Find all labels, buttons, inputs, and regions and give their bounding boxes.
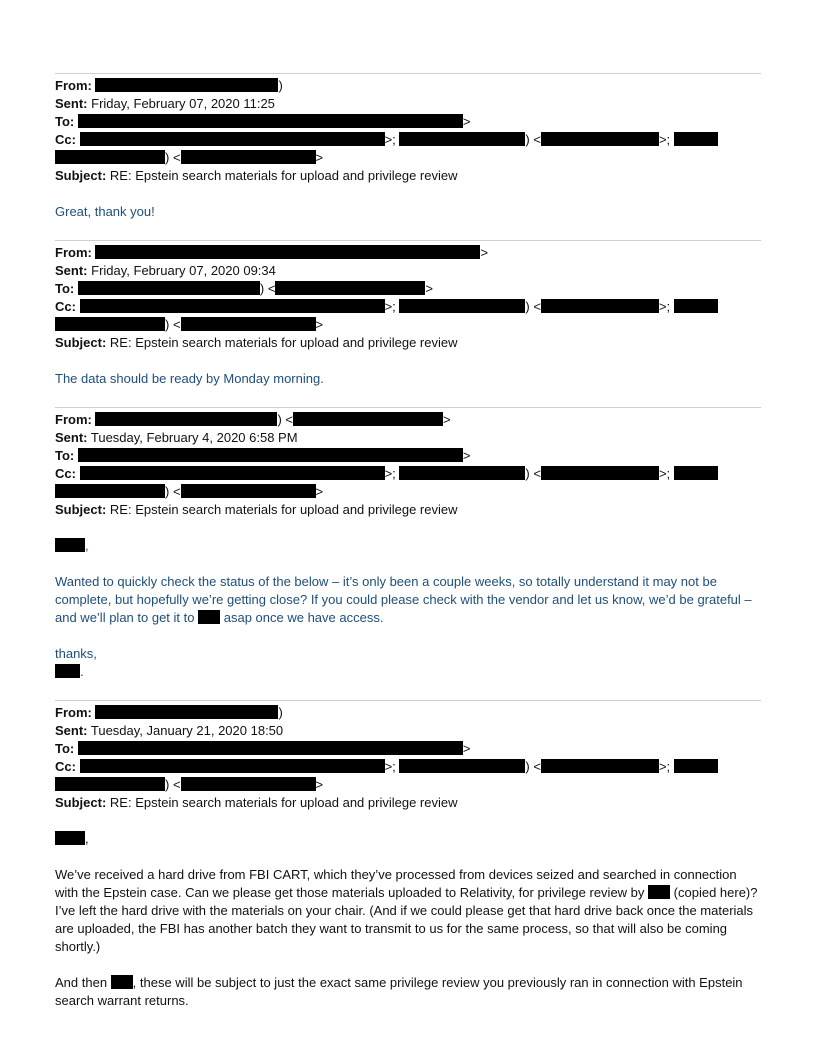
- subject-line: [55, 794, 457, 812]
- punct: >;: [384, 132, 396, 147]
- subject-label: Subject:: [55, 502, 107, 517]
- punct: ) <: [525, 759, 541, 774]
- separator-line: [55, 73, 761, 74]
- redaction-box: [55, 317, 165, 331]
- cc-line: [55, 758, 718, 776]
- punct: ,: [85, 831, 89, 846]
- redaction-box: [399, 466, 525, 480]
- cc-line: [55, 131, 718, 149]
- punct: >;: [658, 299, 671, 314]
- punct: ): [278, 78, 283, 93]
- to-line: [55, 280, 433, 298]
- body-text: , these will be subject to just the exact same privilege review you previously ran in connection with Epstein search warrant returns.: [55, 975, 743, 1008]
- punct: ) <: [525, 466, 541, 481]
- cc-line: [55, 298, 718, 316]
- punct: >;: [384, 299, 396, 314]
- punct: >: [425, 281, 434, 296]
- punct: ) <: [259, 281, 276, 296]
- cc-label: Cc:: [55, 466, 76, 481]
- subject-label: Subject:: [55, 335, 107, 350]
- from-line: [55, 77, 283, 95]
- subject-text: RE: Epstein search materials for upload and privilege review: [109, 335, 458, 350]
- sent-line: [55, 722, 283, 740]
- punct: >;: [384, 466, 396, 481]
- subject-text: RE: Epstein search materials for upload and privilege review: [109, 502, 458, 517]
- subject-line: [55, 167, 457, 185]
- separator-line: [55, 240, 761, 241]
- sent-date: Tuesday, February 4, 2020 6:58 PM: [90, 430, 298, 445]
- sent-date: Friday, February 07, 2020 11:25: [91, 96, 275, 111]
- from-line: [55, 244, 488, 262]
- email-thread: [55, 0, 761, 1056]
- redaction-box: [399, 132, 525, 146]
- punct: ) <: [165, 317, 181, 332]
- redaction-box: [55, 484, 165, 498]
- punct: >;: [384, 759, 396, 774]
- email-body: [55, 974, 761, 1010]
- redaction-box: [95, 245, 480, 259]
- from-label: From:: [55, 78, 92, 93]
- punct: ) <: [165, 484, 181, 499]
- to-label: To:: [55, 741, 75, 756]
- to-line: [55, 113, 470, 131]
- cc-label: Cc:: [55, 759, 76, 774]
- subject-text: RE: Epstein search materials for upload and privilege review: [109, 168, 458, 183]
- punct: >: [315, 484, 324, 499]
- body-text: And then: [55, 975, 108, 990]
- punct: ,: [85, 538, 89, 553]
- redaction-box: [181, 317, 316, 331]
- to-line: [55, 740, 470, 758]
- redaction-box: [78, 448, 463, 462]
- cc-label: Cc:: [55, 299, 76, 314]
- sent-line: [55, 262, 276, 280]
- punct: .: [80, 664, 84, 679]
- to-line: [55, 447, 470, 465]
- punct: >: [480, 245, 489, 260]
- punct: ) <: [165, 150, 181, 165]
- redaction-box: [55, 831, 85, 845]
- sent-line: [55, 95, 275, 113]
- from-label: From:: [55, 705, 92, 720]
- email-body: Great, thank you!: [55, 204, 155, 219]
- redaction-box: [541, 466, 659, 480]
- redaction-box: [198, 610, 220, 624]
- punct: ) <: [525, 132, 541, 147]
- subject-label: Subject:: [55, 795, 107, 810]
- salutation: [55, 830, 89, 848]
- redaction-box: [55, 538, 85, 552]
- punct: >: [315, 777, 324, 792]
- body-text: asap once we have access.: [223, 610, 384, 625]
- signature: [55, 663, 84, 681]
- redaction-box: [648, 885, 670, 899]
- punct: >;: [658, 132, 671, 147]
- body-text: We’ve received a hard drive from FBI CART, which they’ve processed from devices seized and searched in connection with the Epstein case. Can we please get those materials uploaded to Relativity, for privilege review by: [55, 867, 737, 900]
- punct: >: [462, 114, 471, 129]
- subject-line: [55, 501, 457, 519]
- punct: ) <: [277, 412, 294, 427]
- salutation: [55, 537, 89, 555]
- redaction-box: [674, 299, 718, 313]
- redaction-box: [55, 150, 165, 164]
- redaction-box: [80, 299, 385, 313]
- punct: >;: [658, 759, 671, 774]
- to-label: To:: [55, 281, 75, 296]
- redaction-box: [78, 281, 260, 295]
- sent-label: Sent:: [55, 430, 88, 445]
- separator-line: [55, 407, 761, 408]
- punct: ) <: [165, 777, 181, 792]
- sent-line: [55, 429, 298, 447]
- redaction-box: [399, 299, 525, 313]
- body-text: Wanted to quickly check the status of the below – it’s only been a couple weeks, so totally understand it may not be complete, but hopefully we’re getting close? If you could please check with the vendor and let us know, we’d be grateful – and we’ll plan to get it to: [55, 574, 752, 625]
- punct: >;: [658, 466, 671, 481]
- redaction-box: [275, 281, 425, 295]
- sent-date: Friday, February 07, 2020 09:34: [91, 263, 276, 278]
- subject-text: RE: Epstein search materials for upload and privilege review: [109, 795, 458, 810]
- redaction-box: [541, 299, 659, 313]
- signoff: thanks,: [55, 646, 97, 661]
- redaction-box: [293, 412, 443, 426]
- redaction-box: [95, 412, 277, 426]
- redaction-box: [95, 705, 278, 719]
- redaction-box: [181, 484, 316, 498]
- sent-label: Sent:: [55, 263, 88, 278]
- to-label: To:: [55, 114, 75, 129]
- sent-date: Tuesday, January 21, 2020 18:50: [90, 723, 284, 738]
- redaction-box: [55, 664, 80, 678]
- redaction-box: [541, 132, 659, 146]
- redaction-box: [674, 466, 718, 480]
- redaction-box: [181, 150, 316, 164]
- cc-line-continued: [55, 149, 323, 167]
- cc-line-continued: [55, 483, 323, 501]
- redaction-box: [541, 759, 659, 773]
- body-text: (copied here)? I’ve left the hard drive with the materials on your chair. (And if we could please get that hard drive back once the materials are uploaded, the FBI has another batch they want to transmit to us for the same process, so that will also be coming shortly.): [55, 885, 758, 954]
- redaction-box: [399, 759, 525, 773]
- punct: >: [462, 448, 471, 463]
- cc-line: [55, 465, 718, 483]
- punct: >: [315, 317, 324, 332]
- email-body: The data should be ready by Monday morning.: [55, 371, 324, 386]
- to-label: To:: [55, 448, 75, 463]
- sent-label: Sent:: [55, 96, 88, 111]
- cc-line-continued: [55, 776, 323, 794]
- redaction-box: [78, 114, 463, 128]
- cc-label: Cc:: [55, 132, 76, 147]
- from-label: From:: [55, 245, 92, 260]
- redaction-box: [674, 759, 718, 773]
- punct: >: [443, 412, 451, 427]
- redaction-box: [95, 78, 278, 92]
- redaction-box: [181, 777, 316, 791]
- from-line: [55, 411, 451, 429]
- punct: >: [462, 741, 471, 756]
- sent-label: Sent:: [55, 723, 88, 738]
- punct: >: [315, 150, 324, 165]
- redaction-box: [80, 759, 385, 773]
- redaction-box: [80, 466, 385, 480]
- separator-line: [55, 700, 761, 701]
- redaction-box: [674, 132, 718, 146]
- punct: ): [278, 705, 283, 720]
- punct: ) <: [525, 299, 541, 314]
- subject-label: Subject:: [55, 168, 107, 183]
- email-body: [55, 573, 761, 627]
- cc-line-continued: [55, 316, 323, 334]
- from-line: [55, 704, 283, 722]
- subject-line: [55, 334, 457, 352]
- redaction-box: [111, 975, 133, 989]
- redaction-box: [78, 741, 463, 755]
- redaction-box: [80, 132, 385, 146]
- redaction-box: [55, 777, 165, 791]
- from-label: From:: [55, 412, 92, 427]
- email-body: [55, 866, 761, 956]
